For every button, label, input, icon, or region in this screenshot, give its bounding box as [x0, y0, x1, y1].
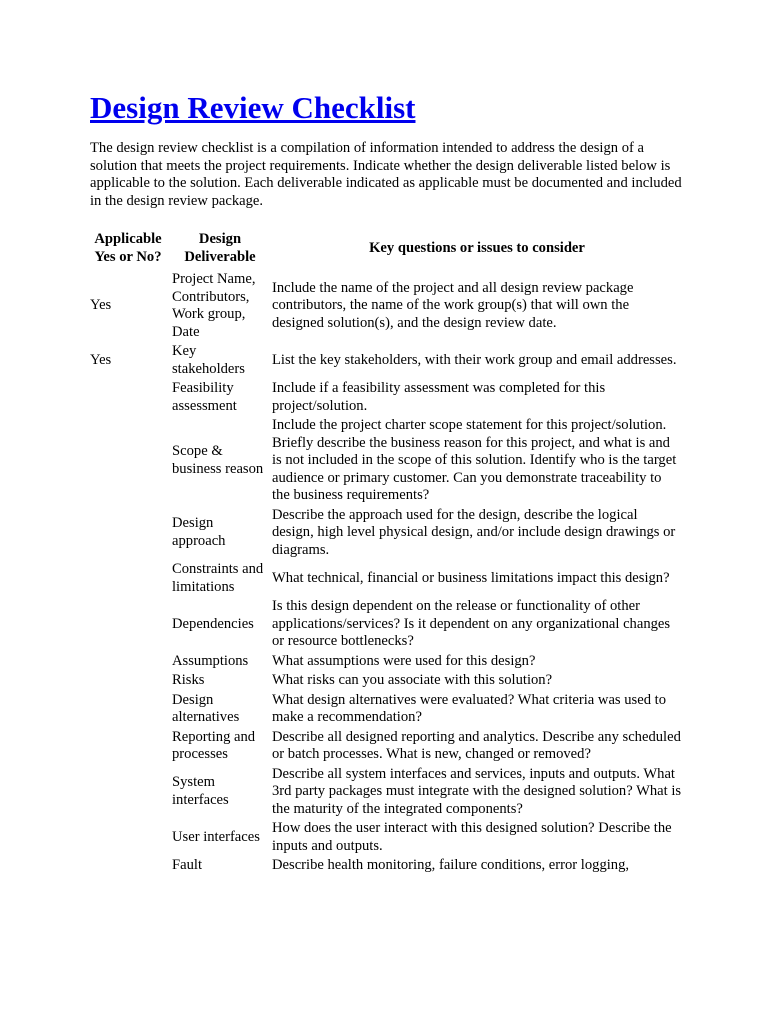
- cell-applicable: [86, 597, 170, 652]
- cell-deliverable: Fault: [172, 857, 202, 873]
- cell-applicable: [86, 506, 170, 561]
- cell-deliverable: Dependencies: [172, 615, 254, 632]
- title-link[interactable]: Design Review Checklist: [90, 90, 416, 125]
- table-row: [86, 671, 684, 691]
- page-title: [90, 88, 415, 128]
- cell-deliverable: Key stakeholders: [172, 343, 245, 377]
- cell-applicable: [86, 416, 170, 506]
- cell-deliverable: Risks: [172, 672, 205, 688]
- cell-questions: Describe all designed reporting and analytics. Describe any scheduled or batch processes. What is new, changed or removed?: [272, 728, 681, 762]
- cell-questions: Describe health monitoring, failure conditions, error logging,: [272, 857, 630, 873]
- table-row: [86, 765, 684, 820]
- table-row: [86, 342, 684, 379]
- cell-questions: What design alternatives were evaluated? What criteria was used to make a recommendation?: [272, 691, 666, 725]
- cell-deliverable: Feasibility assessment: [172, 380, 237, 414]
- table-row: [86, 691, 684, 728]
- cell-deliverable: User interfaces: [172, 828, 260, 845]
- table-row: [86, 856, 684, 876]
- table-row: [86, 652, 684, 672]
- cell-deliverable: Design approach: [172, 515, 226, 549]
- cell-applicable: Yes: [90, 351, 112, 368]
- table-header-row: [86, 230, 684, 270]
- cell-applicable: [86, 379, 170, 416]
- cell-questions: Include if a feasibility assessment was completed for this project/solution.: [272, 380, 606, 414]
- checklist-table: [86, 230, 684, 876]
- cell-questions: Include the project charter scope statement for this project/solution. Briefly describe the business reason for this project, and what is and is not included in the scope of this solution. Identify who is the target audience or primary customer. Can you demonstrate traceability to the business requirements?: [272, 417, 677, 503]
- cell-applicable: [86, 856, 170, 876]
- cell-questions: Describe all system interfaces and services, inputs and outputs. What 3rd party packages must integrate with the designed solution? What is the maturity of the integrated components?: [272, 765, 682, 817]
- cell-questions: How does the user interact with this designed solution? Describe the inputs and outputs.: [272, 820, 672, 854]
- cell-deliverable: Project Name, Contributors, Work group, Date: [172, 271, 256, 340]
- table-row: [86, 728, 684, 765]
- table-row: [86, 506, 684, 561]
- cell-questions: Describe the approach used for the design, describe the logical design, high level physical design, and/or include design drawings or diagrams.: [272, 506, 676, 558]
- table-row: [86, 560, 684, 597]
- cell-deliverable: System interfaces: [172, 774, 229, 808]
- cell-applicable: Yes: [90, 297, 112, 314]
- cell-applicable: [86, 728, 170, 765]
- cell-applicable: [86, 652, 170, 672]
- cell-questions: What assumptions were used for this design?: [272, 652, 536, 669]
- cell-applicable: [86, 671, 170, 691]
- cell-applicable: [86, 560, 170, 597]
- cell-applicable: [86, 691, 170, 728]
- cell-applicable: [86, 819, 170, 856]
- cell-questions: List the key stakeholders, with their work group and email addresses.: [272, 351, 677, 368]
- header-questions: Key questions or issues to consider: [369, 239, 585, 256]
- cell-questions: What risks can you associate with this solution?: [272, 672, 553, 688]
- cell-questions: What technical, financial or business limitations impact this design?: [272, 569, 670, 586]
- intro-paragraph: The design review checklist is a compilation of information intended to address the design of a solution that meets the project requirements. Indicate whether the design deliverable listed below is applicable to the solution. Each deliverable indicated as applicable must be documented and included in the design review package.: [90, 140, 682, 209]
- cell-questions: Include the name of the project and all design review package contributors, the name of the work group(s) that will own the designed solution(s), and the design review date.: [272, 279, 634, 331]
- table-row: [86, 819, 684, 856]
- cell-deliverable: Assumptions: [172, 652, 249, 669]
- table-row: [86, 597, 684, 652]
- cell-questions: Is this design dependent on the release or functionality of other applications/services? Is it dependent on any organizational changes or resource bottlenecks?: [272, 598, 671, 649]
- table-row: [86, 416, 684, 506]
- cell-deliverable: Scope & business reason: [172, 443, 264, 477]
- table-row: [86, 270, 684, 342]
- cell-deliverable: Reporting and processes: [172, 728, 256, 762]
- cell-deliverable: Design alternatives: [172, 691, 240, 725]
- cell-applicable: [86, 765, 170, 820]
- header-deliverable: Design Deliverable: [184, 231, 256, 265]
- cell-deliverable: Constraints and limitations: [172, 561, 264, 595]
- header-applicable: Applicable Yes or No?: [94, 231, 162, 265]
- table-row: [86, 379, 684, 416]
